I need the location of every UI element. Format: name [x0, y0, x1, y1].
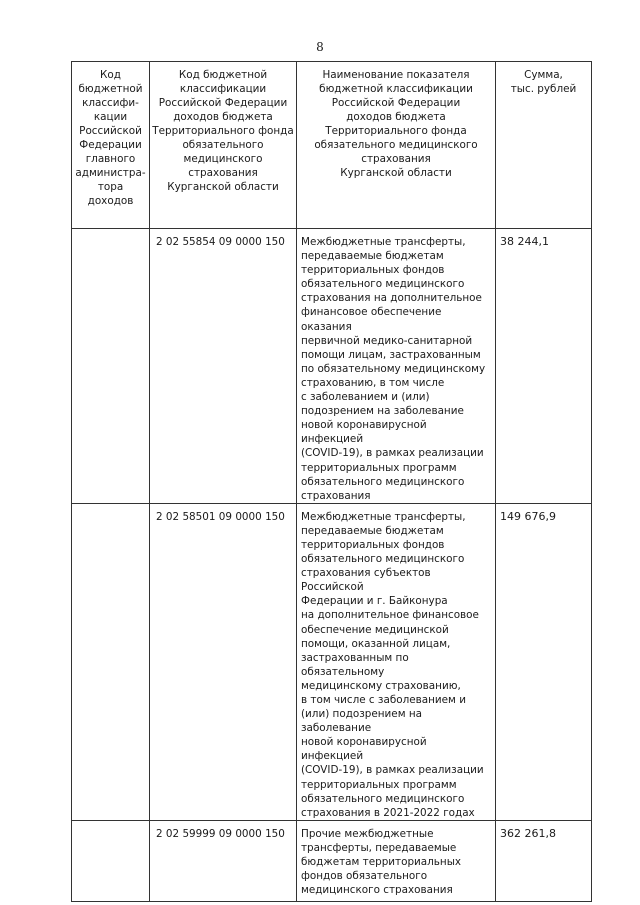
- budget-code-cell: 2 02 58501 09 0000 150: [150, 503, 297, 820]
- budget-code-cell: 2 02 59999 09 0000 150: [150, 820, 297, 901]
- header-indicator-name: Наименование показателя бюджетной классификации Российской Федерации доходов бюджета Территориального фонда обязательного медицинского страхования Курганской области: [297, 62, 496, 229]
- indicator-name-cell: Межбюджетные трансферты, передаваемые бюджетам территориальных фондов обязательного медицинского страхования субъектов Российской Федерации и г. Байконура на дополнительное финансовое обеспечение медицинской помощи, оказанной лицам, застрахованным по обязательному медицинскому страхованию, в том числе с заболеванием и (или) подозрением на заболевание новой коронавирусной инфекцией (COVID-19), в рамках реализации территориальных программ обязательного медицинского страхования в 2021-2022 годах: [297, 503, 496, 820]
- table-header-row: [72, 62, 592, 229]
- admin-code-cell: [72, 820, 150, 901]
- header-budget-code: Код бюджетной классификации Российской Федерации доходов бюджета Территориального фонда обязательного медицинского страхования Курганской области: [150, 62, 297, 229]
- indicator-name-cell: Прочие межбюджетные трансферты, передаваемые бюджетам территориальных фондов обязательного медицинского страхования: [297, 820, 496, 901]
- amount-cell: 38 244,1: [496, 229, 592, 504]
- budget-classification-table: [71, 61, 592, 902]
- table-row: [72, 229, 592, 504]
- table-row: [72, 503, 592, 820]
- admin-code-cell: [72, 503, 150, 820]
- amount-cell: 362 261,8: [496, 820, 592, 901]
- budget-code-cell: 2 02 55854 09 0000 150: [150, 229, 297, 504]
- page-number: 8: [316, 40, 324, 54]
- admin-code-cell: [72, 229, 150, 504]
- indicator-name-cell: Межбюджетные трансферты, передаваемые бюджетам территориальных фондов обязательного медицинского страхования на дополнительное финансовое обеспечение оказания первичной медико-санитарной помощи лицам, застрахованным по обязательному медицинскому страхованию, в том числе с заболеванием и (или) подозрением на заболевание новой коронавирусной инфекцией (COVID-19), в рамках реализации территориальных программ обязательного медицинского страхования: [297, 229, 496, 504]
- amount-cell: 149 676,9: [496, 503, 592, 820]
- header-amount: Сумма, тыс. рублей: [496, 62, 592, 229]
- table-row: [72, 820, 592, 901]
- header-admin-code: Код бюджетной классифи- кации Российской Федерации главного администра- тора доходов: [72, 62, 150, 229]
